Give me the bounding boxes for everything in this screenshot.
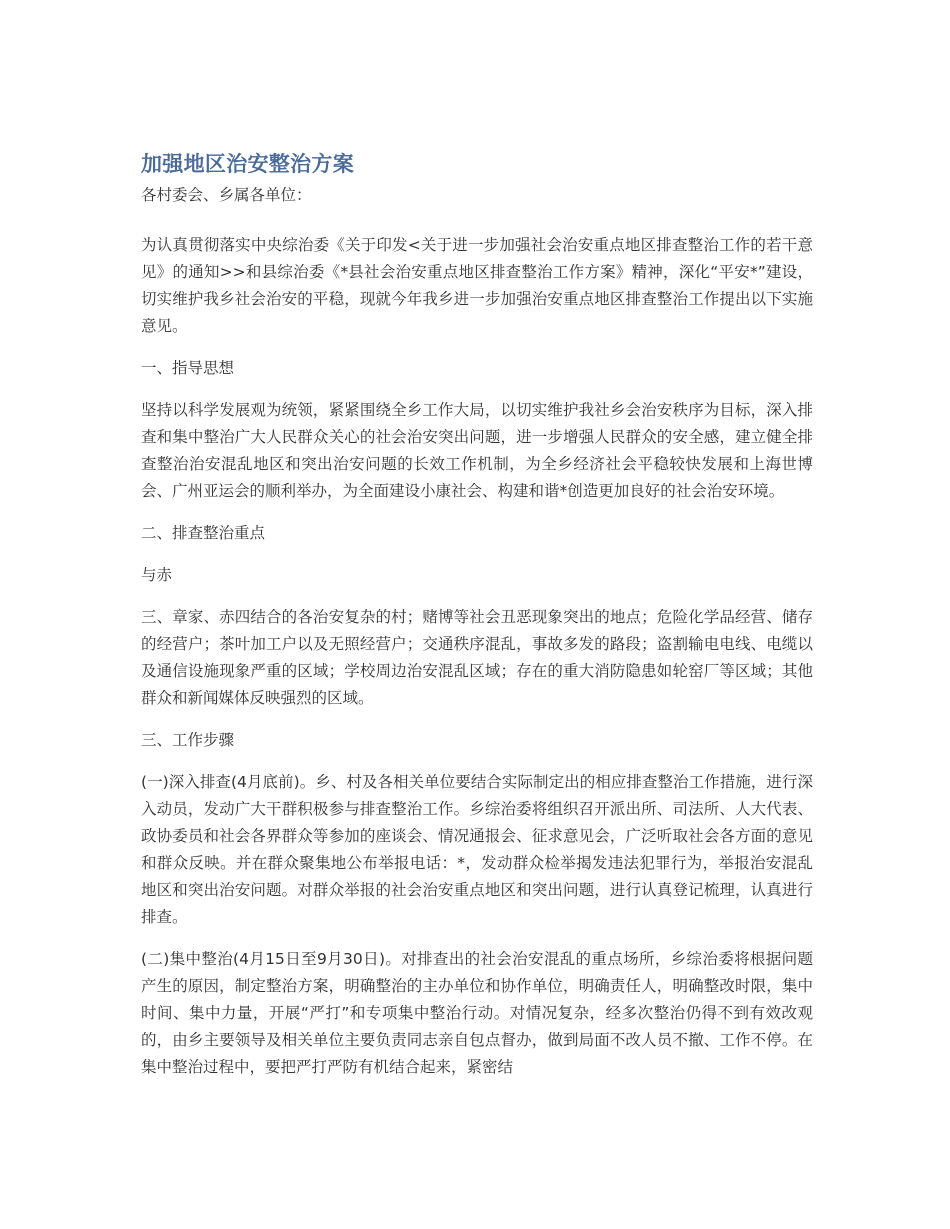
key-points-paragraph: 三、章家、赤四结合的各治安复杂的村；赌博等社会丑恶现象突出的地点；危险化学品经营、储存的经营户；茶叶加工户以及无照经营户；交通秩序混乱，事故多发的路段；盗割输电电线、电缆以及通信设施现象严重的区域；学校周边治安混乱区域；存在的重大消防隐患如轮窑厂等区域；其他群众和新闻媒体反映强烈的区域。 (141, 608, 813, 707)
work-step-investigation: (一)深入排查(4月底前)。乡、村及各相关单位要结合实际制定出的相应排查整治工作措施，进行深入动员，发动广大干群积极参与排查整治工作。乡综治委将组织召开派出所、司法所、人大代表、政协委员和社会各界群众等参加的座谈会、情况通报会、征求意见会，广泛听取社会各方面的意见和群众反映。并在群众聚集地公布举报电话：*，发动群众检举揭发违法犯罪行为，举报治安混乱地区和突出治安问题。对群众举报的社会治安重点地区和突出问题，进行认真登记梳理，认真进行排查。 (141, 773, 813, 926)
work-step-rectification: (二)集中整治(4月15日至9月30日)。对排查出的社会治安混乱的重点场所，乡综治委将根据问题产生的原因，制定整治方案，明确整治的主办单位和协作单位，明确责任人，明确整改时限，集中时间、集中力量，开展“严打”和专项集中整治行动。对情况复杂，经多次整治仍得不到有效改观的，由乡主要领导及相关单位主要负责同志亲自包点督办，做到局面不改人员不撤、工作不停。在集中整治过程中，要把严打严防有机结合起来，紧密结 (141, 950, 813, 1076)
page-title: 加强地区治安整治方案 (141, 152, 354, 176)
section-heading-key-points: 二、排查整治重点 (141, 524, 266, 542)
salutation: 各村委会、乡属各单位： (141, 186, 312, 204)
section-heading-work-steps: 三、工作步骤 (141, 731, 235, 749)
guiding-thought-paragraph: 坚持以科学发展观为统领，紧紧围绕全乡工作大局，以切实维护我社乡会治安秩序为目标，深入排查和集中整治广大人民群众关心的社会治安突出问题，进一步增强人民群众的安全感，建立健全排查整治治安混乱地区和突出治安问题的长效工作机制，为全乡经济社会平稳较快发展和上海世博会、广州亚运会的顺利举办，为全面建设小康社会、构建和谐*创造更加良好的社会治安环境。 (141, 401, 813, 500)
key-points-fragment: 与赤 (141, 566, 173, 584)
intro-paragraph: 为认真贯彻落实中央综治委《关于印发<关于进一步加强社会治安重点地区排查整治工作的若干意见》的通知>>和县综治委《*县社会治安重点地区排查整治工作方案》精神，深化“平安*”建设，切实维护我乡社会治安的平稳，现就今年我乡进一步加强治安重点地区排查整治工作提出以下实施意见。 (141, 236, 813, 335)
document-page (141, 148, 813, 1096)
section-heading-guiding-thought: 一、指导思想 (141, 359, 235, 377)
